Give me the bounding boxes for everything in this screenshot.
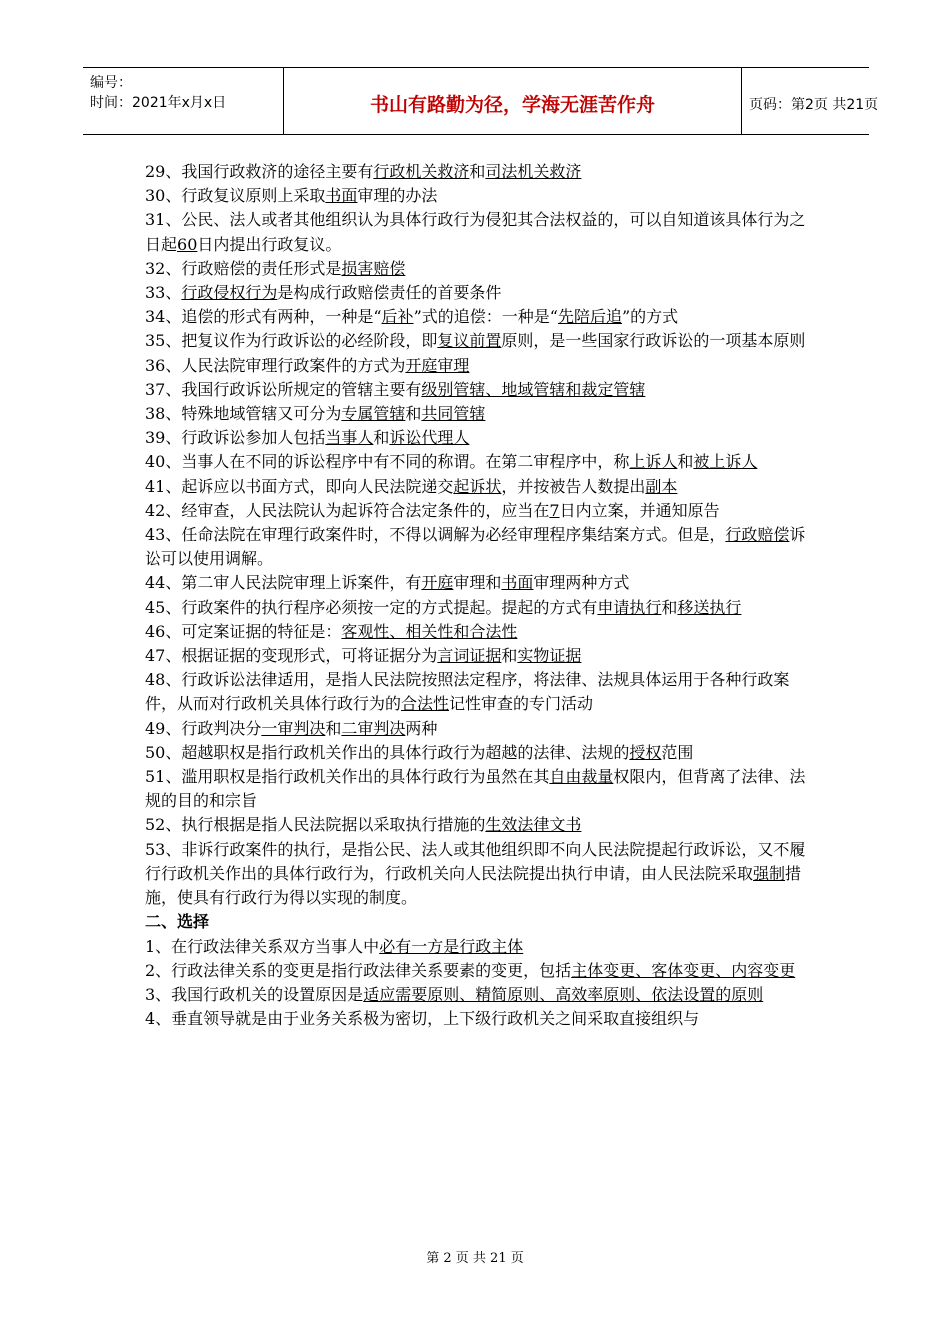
question-text: 范围	[661, 742, 694, 762]
answer-text: 60	[177, 234, 198, 254]
question-item	[145, 1007, 810, 1031]
question-text: 29、我国行政救济的途径主要有	[145, 162, 374, 181]
question-text: 42、经审查，人民法院认为起诉符合法定条件的，应当在	[145, 500, 550, 520]
question-text: 33、	[145, 283, 182, 303]
question-item	[145, 378, 810, 402]
question-text: 31、公民、法人或者其他组织认为具体行政行为侵犯其合法权益的，可以自知道该具体行为之日起	[145, 210, 806, 254]
question-text: 45、行政案件的执行程序必须按一定的方式提起。提起的方式有	[145, 597, 598, 617]
doc-number-label: 编号：	[90, 75, 132, 91]
question-item	[145, 281, 810, 305]
question-item	[145, 959, 810, 983]
question-text: 原则，是一些国家行政诉讼的一项基本原则	[501, 331, 806, 351]
question-text: 34、追偿的形式有两种，一种是“	[145, 307, 382, 327]
question-item	[145, 813, 810, 837]
question-text: 2、行政法律关系的变更是指行政法律关系要素的变更，包括	[145, 960, 572, 980]
answer-text: 一审判决	[261, 718, 326, 738]
motto: 书山有路勤为径，学海无涯苦作舟	[369, 94, 655, 116]
question-text: 审理和	[453, 573, 502, 593]
question-text: 审理的办法	[357, 186, 438, 206]
date-label: 时间：2021年x月x日	[90, 95, 227, 111]
answer-text: 书面	[325, 186, 358, 206]
answer-text: 当事人	[325, 428, 374, 448]
question-text: 30、行政复议原则上采取	[145, 186, 326, 206]
question-text: ”的方式	[621, 307, 679, 327]
question-text: 53、非诉行政案件的执行，是指公民、法人或其他组织即不向人民法院提起行政诉讼，又不履行行政机关作出的具体行政行为，行政机关向人民法院提出执行申请，由人民法院采取	[145, 839, 806, 883]
question-item	[145, 329, 810, 353]
question-item	[145, 208, 810, 256]
question-item	[145, 402, 810, 426]
answer-text: 客观性、相关性和合法性	[341, 621, 518, 641]
question-text: ，并按被告人数提出	[501, 476, 646, 496]
answer-text: 级别管辖、地域管辖和裁定管辖	[421, 379, 646, 399]
answer-text: 行政机关救济	[373, 162, 470, 181]
question-text: 和	[469, 162, 486, 181]
question-text: 和	[373, 428, 390, 448]
header-table	[83, 67, 879, 135]
answer-text: 7	[549, 500, 560, 520]
answer-text: 必有一方是行政主体	[379, 936, 524, 956]
question-text: 43、任命法院在审理行政案件时，不得以调解为必经审理程序集结案方式。但是，	[145, 525, 726, 545]
answer-text: 共同管辖	[421, 404, 486, 424]
question-item	[145, 571, 810, 595]
page-footer: 第 2 页 共 21 页	[426, 1251, 524, 1266]
answer-text: 诉讼代理人	[389, 428, 470, 448]
answer-text: 强制	[753, 863, 786, 883]
answer-text: 开庭	[421, 573, 454, 593]
question-text: 和	[661, 597, 678, 617]
question-item	[145, 354, 810, 378]
question-text: 49、行政判决分	[145, 718, 262, 738]
answer-text: 司法机关救济	[485, 162, 582, 181]
answer-text: 行政侵权行为	[181, 283, 278, 303]
question-text: 两种	[405, 718, 438, 738]
answer-text: 先陪后追	[557, 307, 622, 327]
question-text: 44、第二审人民法院审理上诉案件，有	[145, 573, 422, 593]
question-text: 1、在行政法律关系双方当事人中	[145, 936, 380, 956]
answer-text: 言词证据	[437, 646, 502, 666]
question-item	[145, 596, 810, 620]
question-item	[145, 620, 810, 644]
answer-text: 起诉状	[453, 476, 502, 496]
answer-text: 书面	[501, 573, 534, 593]
question-text: 4、垂直领导就是由于业务关系极为密切，上下级行政机关之间采取直接组织与	[145, 1009, 700, 1029]
answer-text: 后补	[381, 307, 414, 327]
answer-text: 副本	[645, 476, 678, 496]
question-text: 41、起诉应以书面方式，即向人民法院递交	[145, 476, 454, 496]
answer-text: 行政赔偿	[725, 525, 790, 545]
question-item	[145, 184, 810, 208]
answer-text: 实物证据	[517, 646, 582, 666]
question-text: 审理两种方式	[533, 573, 630, 593]
question-text: 3、我国行政机关的设置原因是	[145, 984, 364, 1004]
question-text: 日内立案，并通知原告	[559, 500, 720, 520]
question-text: 权限内，但背离了法律、法规的目的和宗旨	[145, 767, 806, 811]
header-meta-cell	[83, 68, 283, 134]
question-item	[145, 426, 810, 450]
answer-text: 复议前置	[437, 331, 502, 351]
answer-text: 二审判决	[341, 718, 406, 738]
question-item	[145, 717, 810, 741]
question-text: 措施，使具有行政行为得以实现的制度。	[145, 863, 802, 908]
question-item	[145, 499, 810, 523]
answer-text: 损害赔偿	[341, 258, 406, 278]
question-text: 诉讼可以使用调解。	[145, 525, 806, 569]
question-item	[145, 741, 810, 765]
answer-text: 自由裁量	[549, 767, 614, 787]
question-item	[145, 983, 810, 1007]
question-item	[145, 935, 810, 959]
answer-text: 移送执行	[677, 597, 742, 617]
answer-text: 专属管辖	[341, 404, 406, 424]
question-text: 是构成行政赔偿责任的首要条件	[277, 283, 502, 303]
answer-text: 被上诉人	[693, 452, 758, 472]
question-item	[145, 644, 810, 668]
question-text: 和	[405, 404, 422, 424]
header-page-cell	[741, 68, 879, 134]
question-text: 51、滥用职权是指行政机关作出的具体行政行为虽然在其	[145, 767, 550, 787]
question-text: 47、根据证据的变现形式，可将证据分为	[145, 646, 438, 666]
question-text: 日内提出行政复议。	[197, 234, 342, 254]
question-text: 35、把复议作为行政诉讼的必经阶段，即	[145, 331, 438, 351]
question-text: 40、当事人在不同的诉讼程序中有不同的称谓。在第二审程序中，称	[145, 452, 630, 472]
section-heading: 二、选择	[145, 912, 210, 932]
question-text: ”式的追偿：一种是“	[413, 307, 558, 327]
question-text: 和	[325, 718, 342, 738]
question-text: 52、执行根据是指人民法院据以采取执行措施的	[145, 815, 486, 835]
page-info: 页码：第2页 共21页	[749, 97, 879, 113]
answer-text: 授权	[629, 742, 662, 762]
question-item	[145, 475, 810, 499]
question-item	[145, 838, 810, 911]
question-item	[145, 305, 810, 329]
question-item	[145, 450, 810, 474]
answer-text: 申请执行	[597, 597, 662, 617]
question-text: 48、行政诉讼法律适用，是指人民法院按照法定程序，将法律、法规具体运用于各种行政案件，从而对行政机关具体行政行为的	[145, 670, 790, 714]
answer-text: 上诉人	[629, 452, 678, 472]
question-item	[145, 160, 810, 184]
question-text: 36、人民法院审理行政案件的方式为	[145, 355, 406, 375]
answer-text: 适应需要原则、精简原则、高效率原则、依法设置的原则	[363, 984, 764, 1004]
question-text: 39、行政诉讼参加人包括	[145, 428, 326, 448]
answer-text: 主体变更、客体变更、内容变更	[571, 960, 796, 980]
question-item	[145, 257, 810, 281]
question-text: 和	[501, 646, 518, 666]
header-motto-cell	[283, 68, 742, 134]
question-item	[145, 523, 810, 571]
question-item	[145, 668, 810, 716]
question-text: 38、特殊地域管辖又可分为	[145, 404, 342, 424]
document-body	[145, 160, 810, 1031]
question-text: 46、可定案证据的特征是：	[145, 621, 342, 641]
question-text: 记性审查的专门活动	[449, 694, 594, 714]
answer-text: 合法性	[401, 694, 450, 714]
question-text: 32、行政赔偿的责任形式是	[145, 258, 342, 278]
answer-text: 开庭审理	[405, 355, 470, 375]
question-text: 37、我国行政诉讼所规定的管辖主要有	[145, 379, 422, 399]
answer-text: 生效法律文书	[485, 815, 582, 835]
question-text: 50、超越职权是指行政机关作出的具体行政行为超越的法律、法规的	[145, 742, 630, 762]
question-text: 和	[677, 452, 694, 472]
question-item	[145, 765, 810, 813]
